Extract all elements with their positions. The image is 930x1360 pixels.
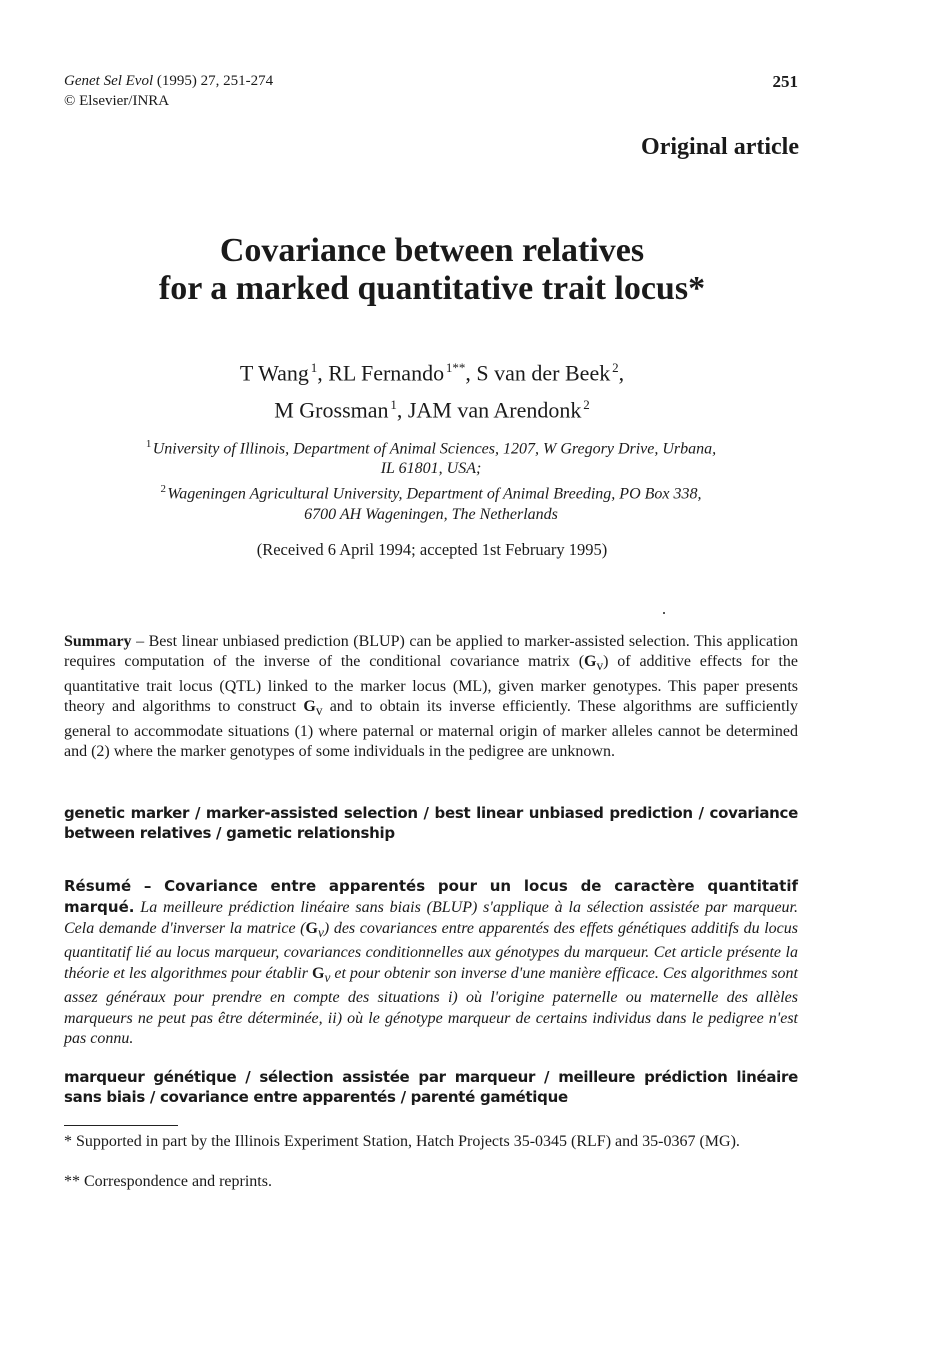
- matrix-symbol: G: [303, 698, 316, 716]
- authors-line-1: T Wang $^1$, RL Fernando $^{1**}$, S van der Beek $^2$,: [239, 360, 625, 386]
- summary-heading: Summary: [64, 633, 132, 650]
- journal-volume: (1995) 27, 251-274: [153, 73, 274, 89]
- footnote-text: Correspondence and reprints.: [80, 1173, 272, 1190]
- author-list: [0, 352, 864, 427]
- summary-text: and to obtain its inverse efficiently. These algorithms are sufficiently general to accommodate situations (1) where paternal or maternal origin of marker alleles cannot be determined and (2) where the marker genotypes of some individuals in the pedigree are unknown.: [64, 698, 799, 761]
- author-affil-mark: 1**: [445, 360, 466, 375]
- summary-text: Best linear unbiased prediction (BLUP) can be applied to marker-assisted selection. This application requires computation of the inverse of the conditional covariance matrix (: [64, 633, 799, 671]
- author-name: JAM van Arendonk: [407, 397, 582, 423]
- copyright-line: © Elsevier/INRA: [64, 93, 170, 109]
- summary-text: ) of additive effects for the quantitative trait locus (QTL) linked to the marker locus (ML), given marker genotypes. This paper presents theory and algorithms to construct: [64, 653, 798, 716]
- resume-text: et pour obtenir son inverse d'une manière efficace. Ces algorithmes sont assez généraux pour prendre en compte des situations i) où l'origine paternelle ou maternelle des allèles marqueurs ne peut pas être déterminée, ii) où le génotype marqueur de certains individus dans le pedigree n'est pas connu.: [64, 964, 798, 1048]
- author-affil-mark: 1: [310, 360, 318, 375]
- title-line-2: for a marked quantitative trait locus*: [158, 270, 706, 307]
- matrix-subscript: v: [317, 925, 324, 940]
- author-name: M Grossman: [274, 397, 389, 423]
- page-number: 251: [772, 72, 798, 91]
- matrix-subscript: v: [596, 658, 604, 674]
- matrix-subscript: v: [315, 703, 323, 719]
- authors-line-2: M Grossman $^1$, JAM van Arendonk $^2$: [274, 397, 590, 423]
- footnote-1: [64, 1132, 798, 1151]
- matrix-subscript: v: [324, 970, 331, 985]
- received-dates: (Received 6 April 1994; accepted 1st February 1995): [256, 540, 608, 559]
- keywords-english: genetic marker / marker-assisted selection / best linear unbiased prediction / covariance between relatives / gametic relationship: [64, 804, 798, 843]
- resume-dash: –: [131, 877, 165, 895]
- journal-citation: [64, 72, 273, 91]
- author-name: RL Fernando: [328, 360, 445, 386]
- affiliation-2: [64, 479, 798, 524]
- affiliation-text: 6700 AH Wageningen, The Netherlands: [304, 505, 558, 523]
- paper-title: [0, 232, 864, 308]
- resume-text: ) des covariances entre apparentés des effets génétiques additifs du locus quantitatif lié au locus marqueur, covariances conditionnelles aux génotypes du marqueur. Cet article présente la théorie et les algorithmes pour établir: [64, 919, 798, 982]
- resume-title: Covariance entre apparentés pour un locus de caractère quantitatif marqué.: [64, 877, 798, 917]
- resume-abstract: [64, 876, 798, 1050]
- matrix-symbol: G: [311, 964, 325, 982]
- affiliation-text: University of Illinois, Department of Animal Sciences, 1207, W Gregory Drive, Urbana,: [152, 440, 717, 458]
- summary-abstract: [64, 632, 798, 763]
- affiliation-1: [64, 434, 798, 479]
- author-affil-mark: 1: [390, 397, 397, 413]
- affiliation-text: IL 61801, USA;: [380, 460, 482, 478]
- author-affil-mark: 2: [612, 360, 619, 375]
- summary-dash: –: [131, 633, 149, 650]
- affiliation-mark: 2: [160, 483, 166, 496]
- footnote-mark: *: [64, 1133, 72, 1150]
- footnote-2: [64, 1172, 798, 1191]
- affiliation-mark: 1: [145, 438, 152, 450]
- article-type: Original article: [641, 134, 799, 160]
- footnote-text: Supported in part by the Illinois Experiment Station, Hatch Projects 35-0345 (RLF) and 35-0367 (MG).: [72, 1133, 740, 1150]
- keywords-french: marqueur génétique / sélection assistée par marqueur / meilleure prédiction linéaire sans biais / covariance entre apparentés / parenté gamétique: [64, 1068, 798, 1107]
- author-name: S van der Beek: [476, 360, 611, 386]
- footnote-mark: **: [64, 1173, 80, 1190]
- author-affil-mark: 2: [583, 397, 590, 413]
- matrix-symbol: G: [305, 919, 318, 937]
- affiliation-text: Wageningen Agricultural University, Department of Animal Breeding, PO Box 338,: [167, 485, 702, 503]
- title-line-1: Covariance between relatives: [219, 232, 645, 269]
- matrix-symbol: G: [584, 653, 597, 671]
- journal-name: Genet Sel Evol: [64, 73, 154, 89]
- resume-text: La meilleure prédiction linéaire sans biais (BLUP) s'applique à la sélection assistée par marqueur. Cela demande d'inverser la matrice (: [64, 899, 798, 937]
- affiliations: [64, 434, 798, 525]
- print-speck: [663, 612, 665, 614]
- resume-heading: Résumé: [64, 877, 132, 895]
- author-name: T Wang: [239, 360, 309, 386]
- footnote-rule: [64, 1125, 178, 1126]
